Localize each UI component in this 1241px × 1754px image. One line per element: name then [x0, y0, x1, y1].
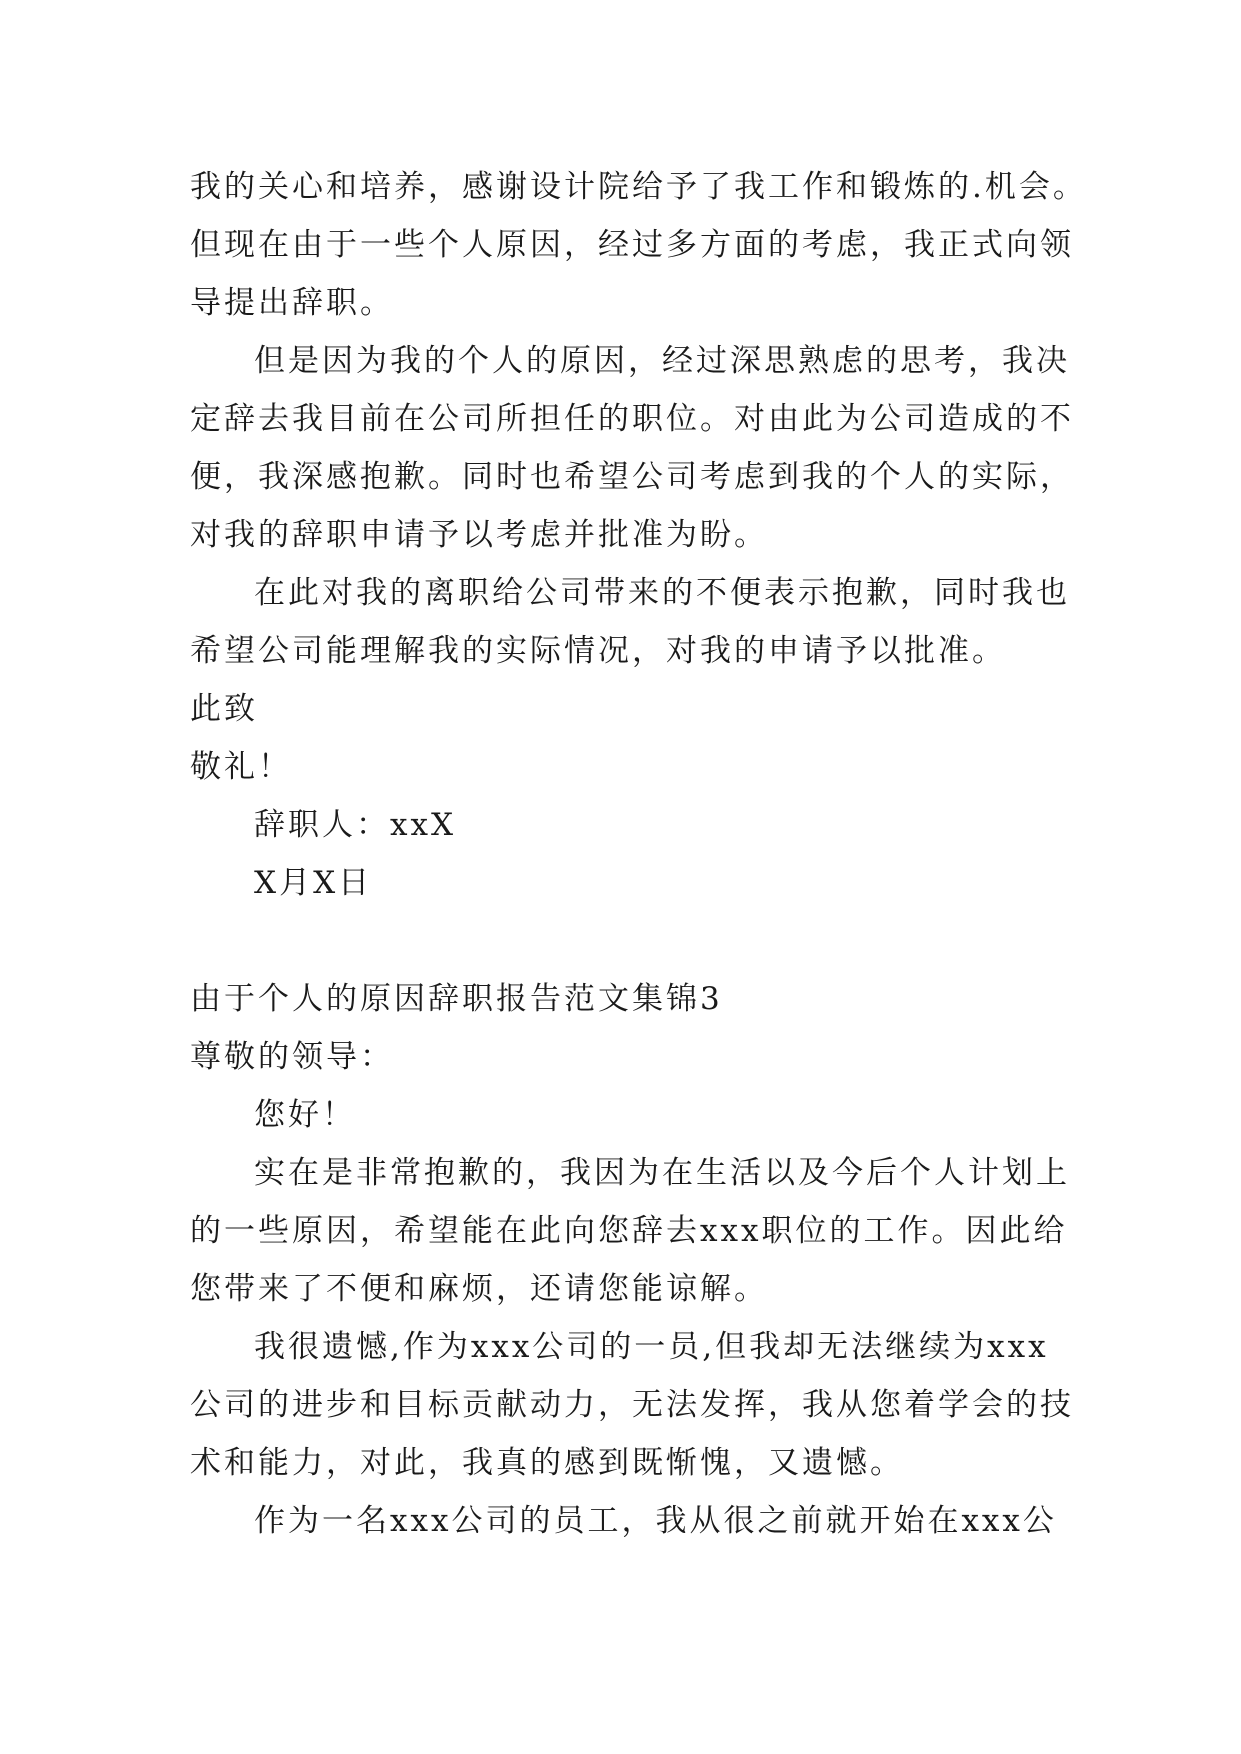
- closing-salutation: 此致: [190, 691, 258, 727]
- paragraph-first-line: 在此对我的离职给公司带来的不便表示抱歉，同时我也: [254, 575, 1070, 611]
- body-text-line: 希望公司能理解我的实际情况，对我的申请予以批准。: [190, 633, 1006, 669]
- greeting-hello: 您好！: [254, 1097, 356, 1133]
- paragraph-first-line: 实在是非常抱歉的，我因为在生活以及今后个人计划上: [254, 1155, 1070, 1191]
- body-text-line: 但现在由于一些个人原因，经过多方面的考虑，我正式向领: [190, 227, 1074, 263]
- body-text-line: 便，我深感抱歉。同时也希望公司考虑到我的个人的实际，: [190, 459, 1074, 495]
- section-title: 由于个人的原因辞职报告范文集锦3: [190, 981, 723, 1017]
- body-text-line: 导提出辞职。: [190, 285, 394, 321]
- paragraph-first-line: 作为一名xxx公司的员工，我从很之前就开始在xxx公: [254, 1503, 1057, 1539]
- date-line: X月X日: [254, 865, 373, 901]
- signature-line: 辞职人：xxX: [254, 807, 457, 843]
- body-text-line: 定辞去我目前在公司所担任的职位。对由此为公司造成的不: [190, 401, 1074, 437]
- body-text-line: 术和能力，对此，我真的感到既惭愧，又遗憾。: [190, 1445, 904, 1481]
- body-text-line: 的一些原因，希望能在此向您辞去xxx职位的工作。因此给: [190, 1213, 1068, 1249]
- body-text-line: 公司的进步和目标贡献动力，无法发挥，我从您着学会的技: [190, 1387, 1074, 1423]
- body-text-line: 对我的辞职申请予以考虑并批准为盼。: [190, 517, 768, 553]
- closing-regards: 敬礼！: [190, 749, 292, 785]
- greeting: 尊敬的领导：: [190, 1039, 394, 1075]
- paragraph-first-line: 但是因为我的个人的原因，经过深思熟虑的思考，我决: [254, 343, 1070, 379]
- paragraph-first-line: 我很遗憾,作为xxx公司的一员,但我却无法继续为xxx: [254, 1329, 1049, 1365]
- body-text-line: 我的关心和培养，感谢设计院给予了我工作和锻炼的.机会。: [190, 169, 1087, 205]
- body-text-line: 您带来了不便和麻烦，还请您能谅解。: [190, 1271, 768, 1307]
